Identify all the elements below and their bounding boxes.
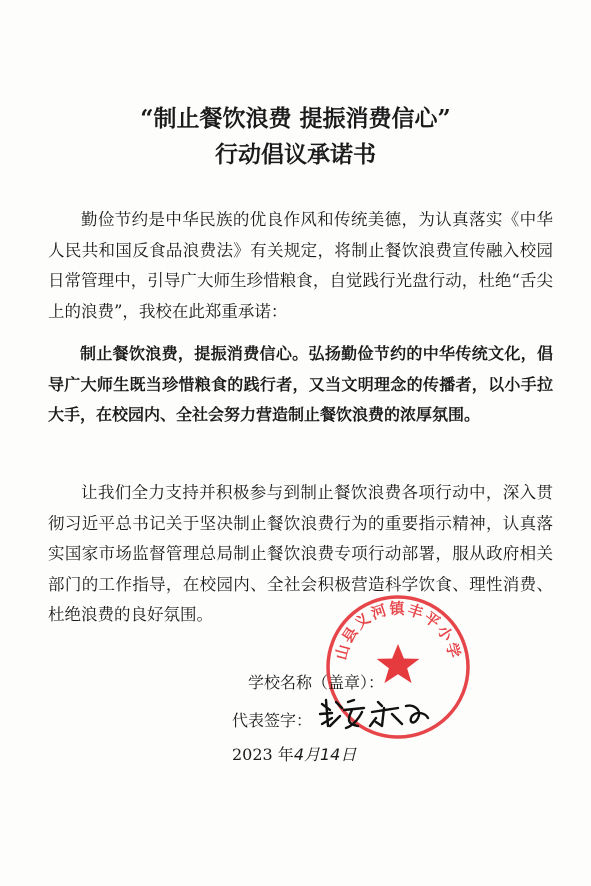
document-title-line1: “制止餐饮浪费 提振消费信心” (140, 105, 451, 132)
school-name-label: 学校名称（盖章）： (248, 673, 385, 692)
paragraph-1: 勤俭节约是中华民族的优良作风和传统美德，为认真落实《中华人民共和国反食品浪费法》有关规定，将制止餐饮浪费宣传融入校园日常管理中，引导广大师生珍惜粮食，自觉践行光盘行动，杜绝“舌尖上的浪费”，我校在此郑重承诺： (48, 210, 553, 321)
paragraph-2: 制止餐饮浪费，提振消费信心。弘扬勤俭节约的中华传统文化，倡导广大师生既当珍惜粮食的践行者，又当文明理念的传播者，以小手拉大手，在校园内、全社会努力营造制止餐饮浪费的浓厚氛围。 (48, 344, 553, 424)
date-printed-year: 2023 年 (232, 745, 294, 764)
date-line (232, 742, 356, 765)
representative-signature-label: 代表签字： (232, 711, 313, 730)
seal-text: 山县义河镇丰平小学 (332, 599, 464, 662)
paragraph-3: 让我们全力支持并积极参与到制止餐饮浪费各项行动中，深入贯彻习近平总书记关于坚决制止餐饮浪费行为的重要指示精神，认真落实国家市场监督管理总局制止餐饮浪费专项行动部署，服从政府相关部门的工作指导，在校园内、全社会积极营造科学饮食、理性消费、杜绝浪费的良好氛围。 (48, 483, 553, 624)
handwritten-signature (318, 696, 430, 730)
date-handwritten: 4月14日 (293, 745, 357, 764)
document-title-line2: 行动倡议承诺书 (215, 141, 376, 168)
